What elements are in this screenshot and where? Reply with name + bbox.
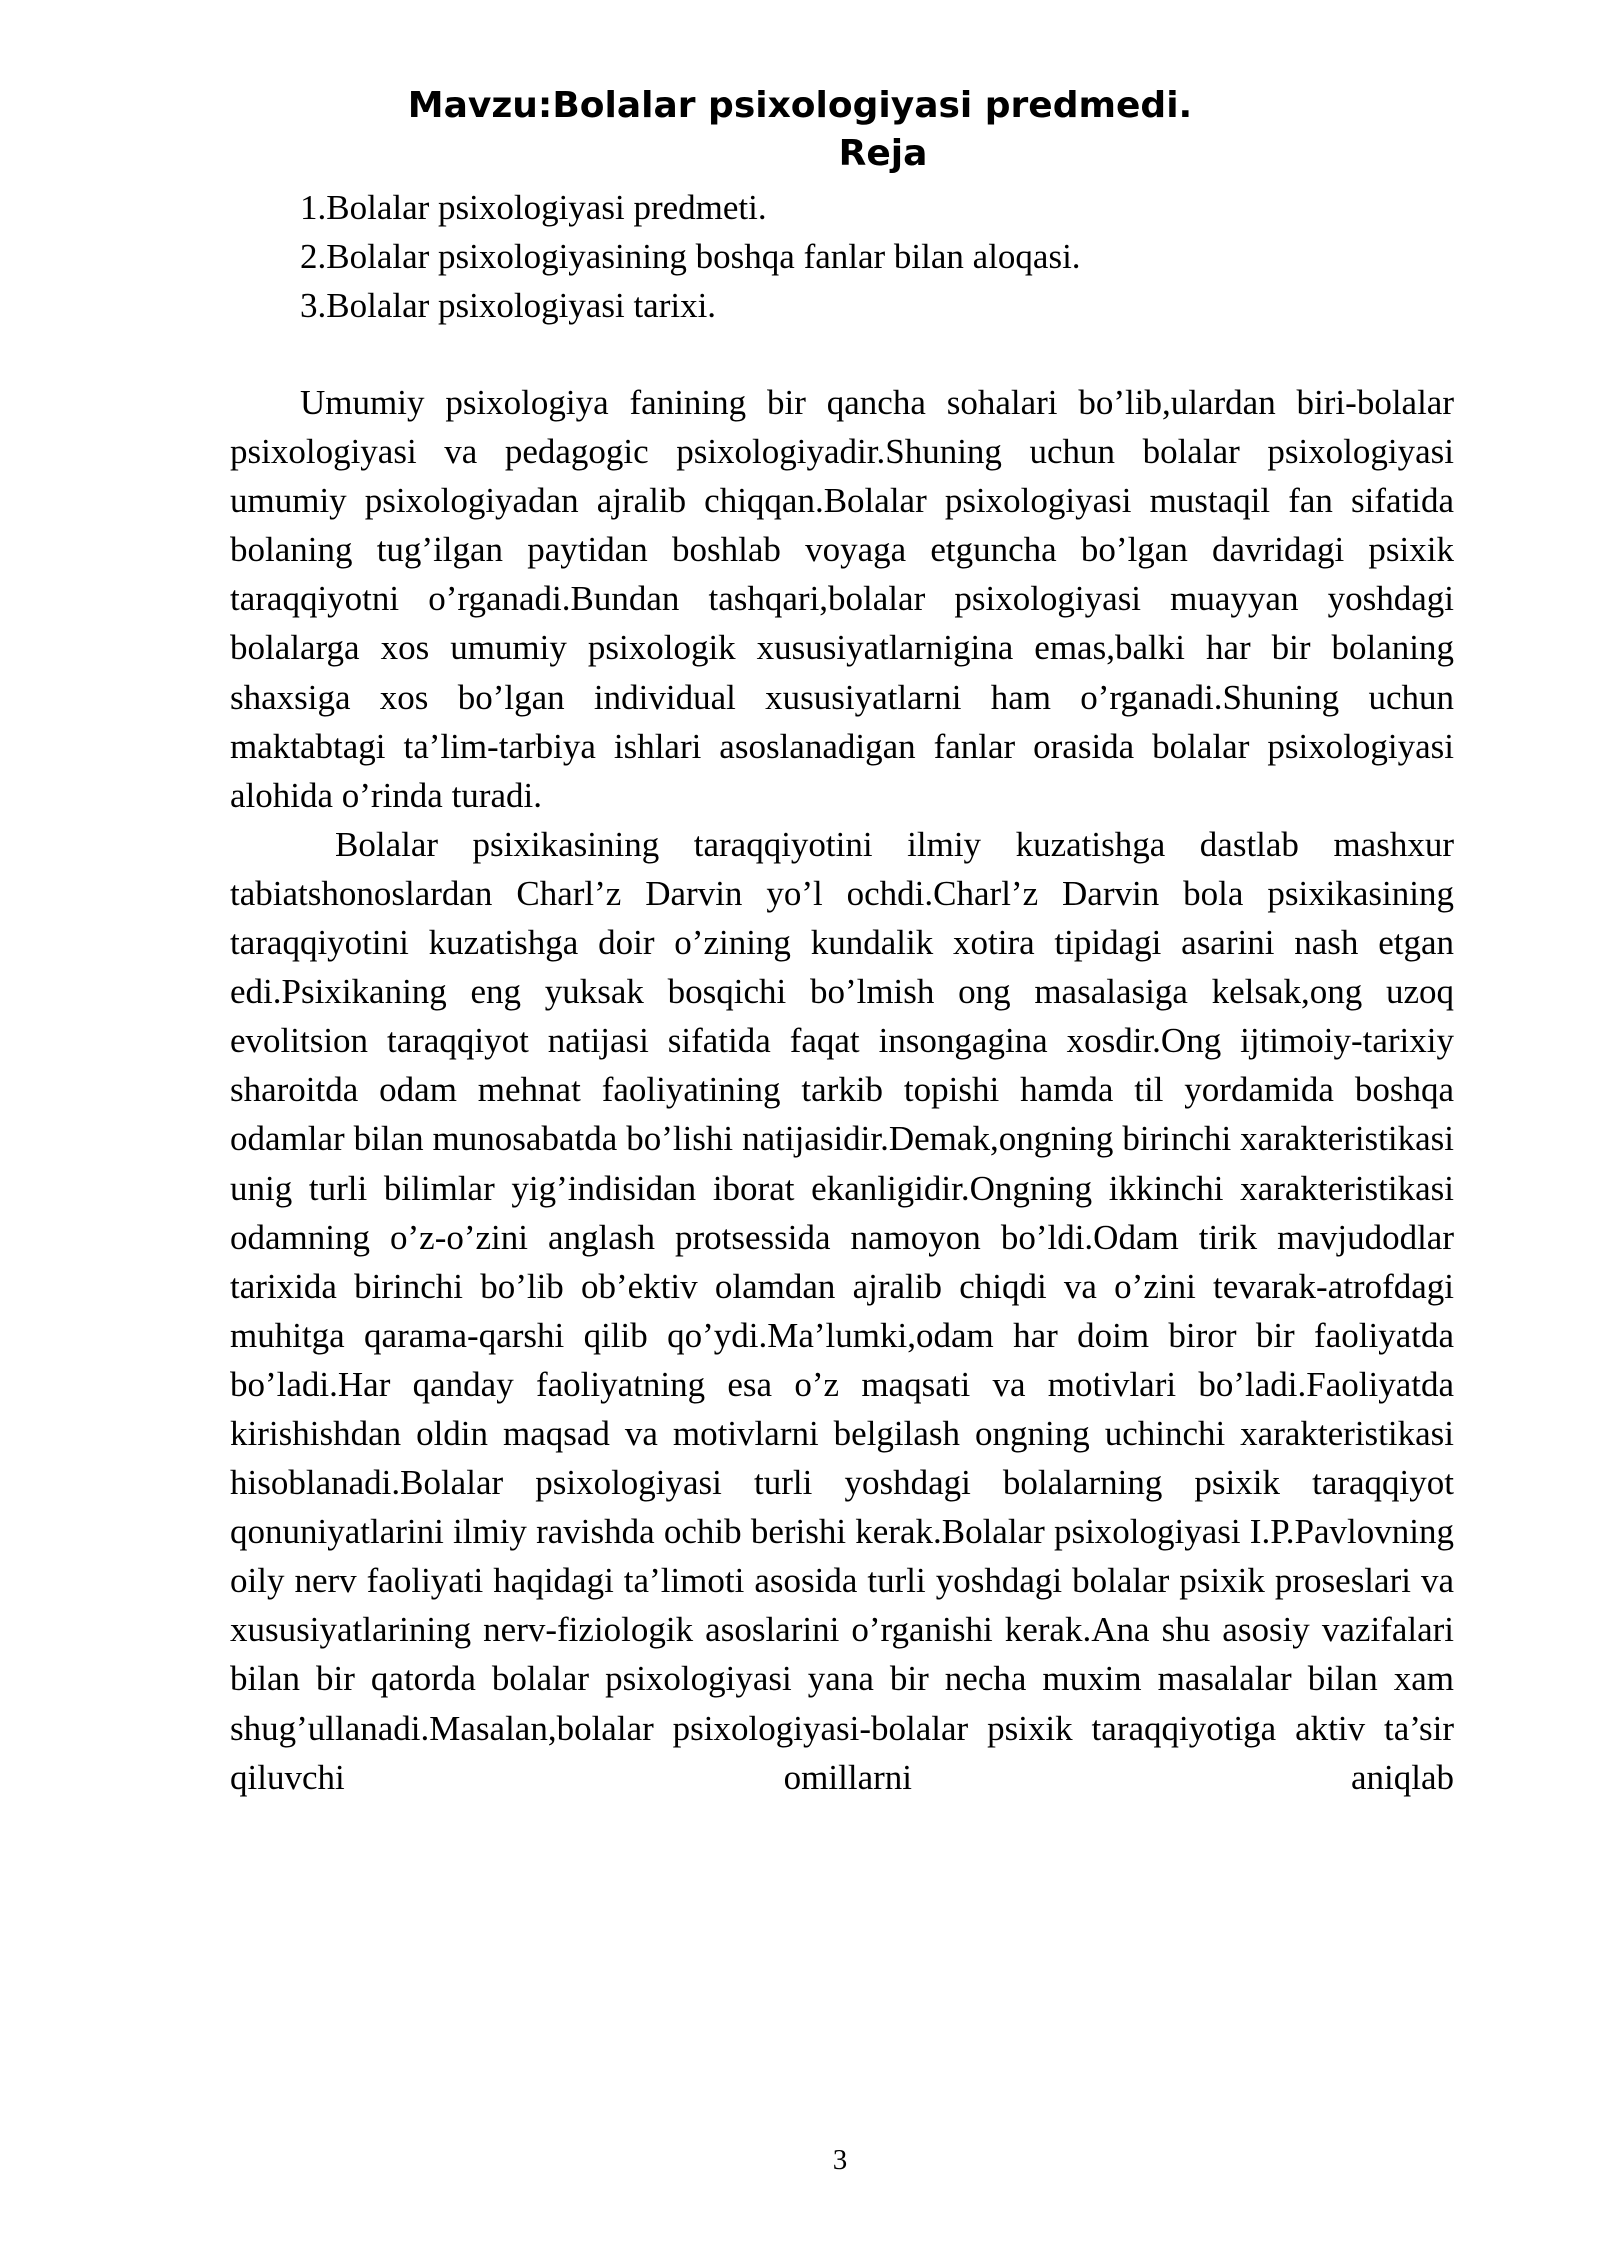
body-paragraph: Umumiy psixologiya fanining bir qancha sohalari bo’lib,ulardan biri-bolalar psixologiyasi va pedagogic psixologiyadir.Shuning uchun bolalar psixologiyasi umumiy psixologiyadan ajralib chiqqan.Bolalar psixologiyasi mustaqil fan sifatida bolaning tug’ilgan paytidan boshlab voyaga etguncha bo’lgan davridagi psixik taraqqiyotni o’rganadi.Bundan tashqari,bolalar psixologiyasi muayyan yoshdagi bolalarga xos umumiy psixologik xususiyatlarnigina emas,balki har bir bolaning shaxsiga xos bo’lgan individual xususiyatlarni ham o’rganadi.Shuning uchun maktabtagi ta’lim-tarbiya ishlari asoslanadigan fanlar orasida bolalar psixologiyasi alohida o’rinda turadi. bbox=[230, 383, 1454, 815]
plan-heading: Reja bbox=[838, 133, 928, 174]
document-title: Mavzu:Bolalar psixologiyasi predmedi. bbox=[407, 85, 1193, 126]
plan-item: 1.Bolalar psixologiyasi predmeti. bbox=[300, 188, 767, 227]
body-paragraph: Bolalar psixikasining taraqqiyotini ilmiy kuzatishga dastlab mashxur tabiatshonoslardan Charl’z Darvin yo’l ochdi.Charl’z Darvin bola psixikasining taraqqiyotini kuzatishga doir o’zining kundalik xotira tipidagi asarini nash etgan edi.Psixikaning eng yuksak bosqichi bo’lmish ong masalasiga kelsak,ong uzoq evolitsion taraqqiyot natijasi sifatida faqat insongagina xosdir.Ong ijtimoiy-tarixiy sharoitda odam mehnat faoliyatining tarkib topishi hamda til yordamida boshqa odamlar bilan munosabatda bo’lishi natijasidir.Demak,ongning birinchi xarakteristikasi unig turli bilimlar yig’indisidan iborat ekanligidir.Ongning ikkinchi xarakteristikasi odamning o’z-o’zini anglash protsessida namoyon bo’ldi.Odam tirik mavjudodlar tarixida birinchi bo’lib ob’ektiv olamdan ajralib chiqdi va o’zini tevarak-atrofdagi muhitga qarama-qarshi qilib qo’ydi.Ma’lumki,odam har doim biror bir faoliyatda bo’ladi.Har qanday faoliyatning esa o’z maqsati va motivlari bo’ladi.Faoliyatda kirishishdan oldin maqsad va motivlarni belgilash ongning uchinchi xarakteristikasi hisoblanadi.Bolalar psixologiyasi turli yoshdagi bolalarning psixik taraqqiyot qonuniyatlarini ilmiy ravishda ochib berishi kerak.Bolalar psixologiyasi I.P.Pavlovning oily nerv faoliyati haqidagi ta’limoti asosida turli yoshdagi bolalar psixik proseslari va xususiyatlarining nerv-fiziologik asoslarini o’rganishi kerak.Ana shu asosiy vazifalari bilan bir qatorda bolalar psixologiyasi yana bir necha muxim masalalar bilan xam shug’ullanadi.Masalan,bolalar psixologiyasi-bolalar psixik taraqqiyotiga aktiv ta’sir qiluvchi omillarni aniqlab bbox=[230, 824, 1454, 1797]
plan-item: 2.Bolalar psixologiyasining boshqa fanlar bilan aloqasi. bbox=[300, 237, 1081, 276]
body-text bbox=[230, 378, 1454, 1802]
plan-list bbox=[300, 183, 1081, 330]
plan-item: 3.Bolalar psixologiyasi tarixi. bbox=[300, 286, 717, 325]
page-number: 3 bbox=[832, 2144, 848, 2176]
